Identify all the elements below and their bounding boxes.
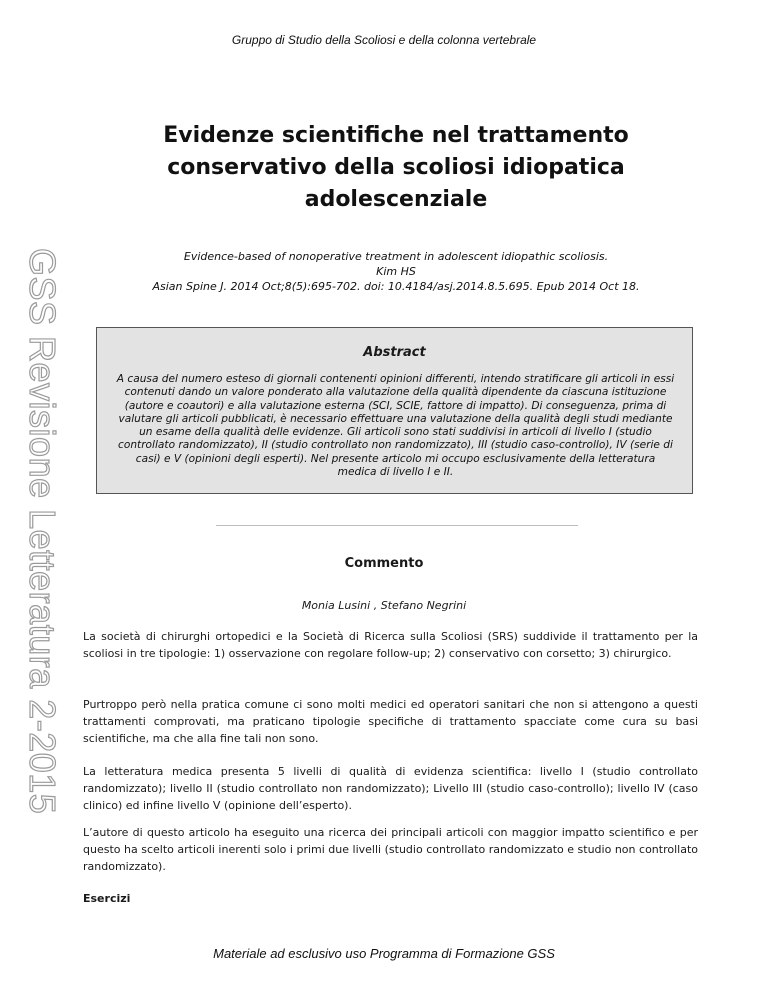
- reference-author: Kim HS: [376, 265, 416, 278]
- reference-english-title: Evidence-based of nonoperative treatment in adolescent idiopathic scoliosis.: [183, 250, 609, 263]
- page-header: Gruppo di Studio della Scoliosi e della colonna vertebrale: [231, 33, 537, 47]
- abstract-text: A causa del numero esteso di giornali contenenti opinioni differenti, intendo stratificare gli articoli in essi contenuti dando un valore ponderato alla valutazione della qualità dipendente da ciascuna istituzione (autore e coautori) e alla valutazione esterna (SCI, SCIE, fattore di impatto). Di conseguenza, prima di valutare gli articoli pubblicati, è necessario effettuare una valutazione della qualità degli studi mediante un esame della qualità delle evidenze. Gli articoli sono stati suddivisi in articoli di livello I (studio controllato randomizzato), II (studio controllato non randomizzato), III (studio caso-controllo), IV (serie di casi) e V (opinioni degli esperti). Nel presente articolo mi occupo esclusivamente della letteratura medica di livello I e II.: [116, 373, 675, 479]
- comment-paragraph-1: La società di chirurghi ortopedici e la Società di Ricerca sulla Scoliosi (SRS) suddivide il trattamento per la scoliosi in tre tipologie: 1) osservazione con regolare follow-up; 2) conservativo con corsetto; 3) chirurgico.: [83, 630, 698, 660]
- comment-title: Commento: [344, 556, 424, 571]
- section-divider: [216, 525, 578, 526]
- abstract-title: Abstract: [363, 345, 426, 360]
- section-subheading: Esercizi: [83, 892, 131, 905]
- comment-authors: Monia Lusini , Stefano Negrini: [301, 599, 467, 612]
- comment-paragraph-4: L’autore di questo articolo ha eseguito una ricerca dei principali articoli con maggior impatto scientifico e per questo ha scelto articoli inerenti solo i primi due livelli (studio controllato randomizzato e studio non controllato randomizzato).: [83, 826, 698, 873]
- abstract-box: [96, 327, 693, 494]
- comment-paragraph-2: Purtroppo però nella pratica comune ci sono molti medici ed operatori sanitari che non si attengono a questi trattamenti comprovati, ma praticano tipologie specifiche di trattamento spacciate come cura su basi scientifiche, ma che alla fine tali non sono.: [83, 698, 698, 745]
- side-watermark: GSS Revisione Letteratura 2-2015: [22, 248, 63, 815]
- page-footer: Materiale ad esclusivo uso Programma di Formazione GSS: [213, 946, 555, 961]
- comment-paragraph-3: La letteratura medica presenta 5 livelli di qualità di evidenza scientifica: livello I (studio controllato randomizzato); livello II (studio controllato non randomizzato); Livello III (studio caso-controllo); livello IV (caso clinico) ed infine livello V (opinione dell’esperto).: [83, 765, 698, 812]
- document-title: Evidenze scientifiche nel trattamento conservativo della scoliosi idiopatica adolescenziale: [163, 123, 629, 212]
- reference-citation: Asian Spine J. 2014 Oct;8(5):695-702. doi: 10.4184/asj.2014.8.5.695. Epub 2014 Oct 18.: [152, 280, 640, 293]
- reference-block: [100, 249, 692, 294]
